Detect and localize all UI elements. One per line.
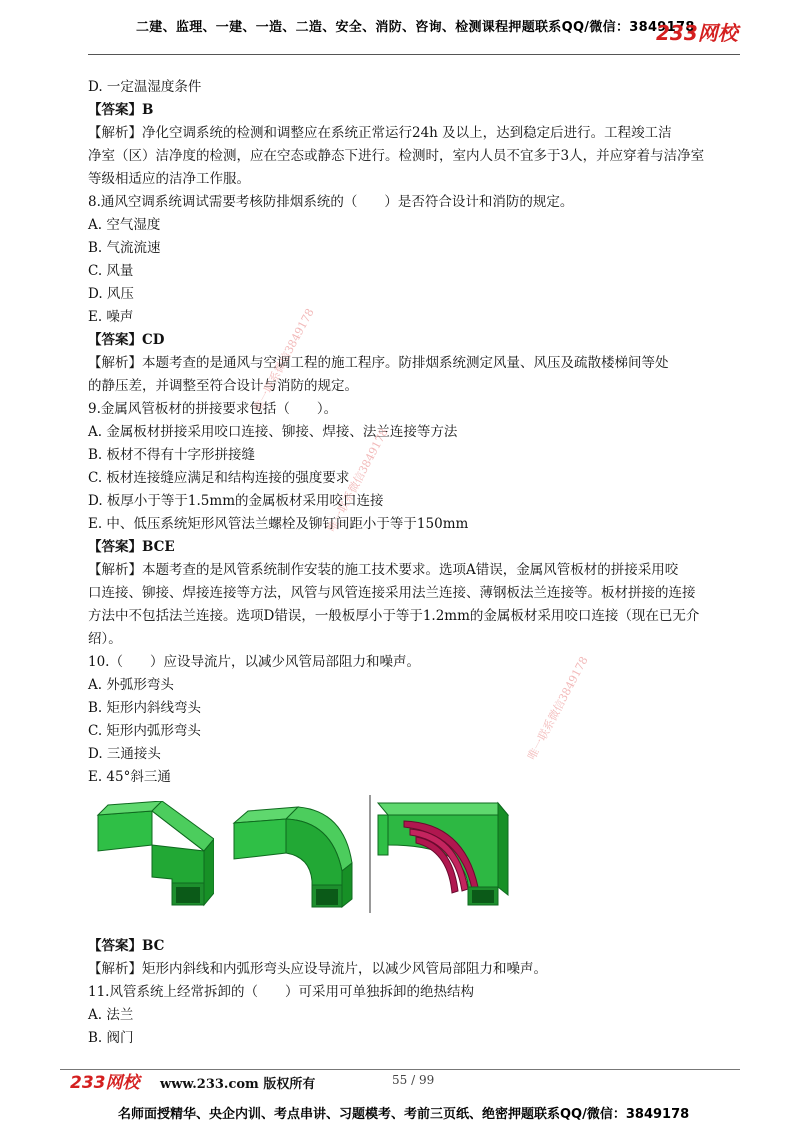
footer-divider <box>60 1069 740 1070</box>
question-line: 8.通风空调系统调试需要考核防排烟系统的（ ）是否符合设计和消防的规定。 <box>88 194 574 210</box>
analysis-line: 【解析】净化空调系统的检测和调整应在系统正常运行24h 及以上，达到稳定后进行。工程竣工洁 <box>88 125 672 141</box>
analysis-line: 【解析】矩形内斜线和内弧形弯头应设导流片，以减少风管局部阻力和噪声。 <box>88 961 547 977</box>
answer-line: 【答案】CD <box>88 332 165 348</box>
analysis-line: 净室（区）洁净度的检测，应在空态或静态下进行。检测时，室内人员不宜多于3人，并应穿着与洁净室 <box>88 148 705 164</box>
option-line: A. 空气湿度 <box>88 217 161 233</box>
answer-line: 【答案】BC <box>88 938 165 954</box>
svg-text:233网校: 233网校 <box>656 21 738 45</box>
option-line: A. 外弧形弯头 <box>88 677 174 693</box>
footer-copyright: www.233.com 版权所有 <box>160 1077 316 1092</box>
analysis-line: 【解析】本题考查的是通风与空调工程的施工程序。防排烟系统测定风量、风压及疏散楼梯间等处 <box>88 355 669 371</box>
question-line: 9.金属风管板材的拼接要求包括（ ）。 <box>88 401 338 417</box>
option-line: D. 风压 <box>88 286 134 302</box>
option-line: E. 45°斜三通 <box>88 769 171 785</box>
answer-line: 【答案】B <box>88 102 154 118</box>
answer-line: 【答案】BCE <box>88 539 175 555</box>
option-line: B. 矩形内斜线弯头 <box>88 700 202 716</box>
analysis-line: 【解析】本题考查的是风管系统制作安装的施工技术要求。选项A错误，金属风管板材的拼接采用咬 <box>88 562 679 578</box>
watermark: 唯一联系微信3849178 <box>525 654 591 763</box>
option-line: B. 气流流速 <box>88 240 161 256</box>
analysis-line: 方法中不包括法兰连接。选项D错误，一般板厚小于等于1.2mm的金属板材采用咬口连接（现在已无介 <box>88 608 700 624</box>
option-line: E. 中、低压系统矩形风管法兰螺栓及铆钉间距小于等于150mm <box>88 516 469 532</box>
document-body <box>88 76 748 1050</box>
footer-contact-text: 名师面授精华、央企内训、考点串讲、习题模考、考前三页纸、绝密押题联系QQ/微信：3849178 <box>118 1107 690 1122</box>
option-line: C. 板材连接缝应满足和结构连接的强度要求 <box>88 470 350 486</box>
233-logo-footer <box>70 1070 150 1092</box>
watermark: 唯一联系微信3849178 <box>251 306 317 415</box>
analysis-line: 绍）。 <box>88 631 122 647</box>
option-line: C. 风量 <box>88 263 134 279</box>
option-line: A. 金属板材拼接采用咬口连接、铆接、焊接、法兰连接等方法 <box>88 424 458 440</box>
option-line: C. 矩形内弧形弯头 <box>88 723 201 739</box>
option-line: A. 法兰 <box>88 1007 134 1023</box>
analysis-line: 口连接、铆接、焊接连接等方法，风管与风管连接采用法兰连接、薄钢板法兰连接等。板材拼接的连接 <box>88 585 696 601</box>
analysis-line: 的静压差，并调整至符合设计与消防的规定。 <box>88 378 358 394</box>
svg-text:233网校: 233网校 <box>70 1073 140 1092</box>
option-line: B. 阀门 <box>88 1030 134 1046</box>
analysis-line: 等级相适应的洁净工作服。 <box>88 171 250 187</box>
header-divider <box>88 54 740 55</box>
duct-elbow-illustrations <box>88 801 748 929</box>
option-line: D. 三通接头 <box>88 746 161 762</box>
option-line: B. 板材不得有十字形拼接缝 <box>88 447 256 463</box>
option-line: D. 板厚小于等于1.5mm的金属板材采用咬口连接 <box>88 493 384 509</box>
233-logo-top <box>656 18 748 48</box>
radius-elbow-image <box>232 801 358 911</box>
mitered-elbow-image <box>96 801 214 909</box>
radius-elbow-guide-vanes-image <box>368 795 516 913</box>
header-contact-text: 二建、监理、一建、一造、二造、安全、消防、咨询、检测课程押题联系QQ/微信：3849178 <box>136 20 695 35</box>
option-line: D. 一定温湿度条件 <box>88 79 202 95</box>
page-number: 55 / 99 <box>392 1073 435 1087</box>
question-line: 11.风管系统上经常拆卸的（ ）可采用可单独拆卸的绝热结构 <box>88 984 474 1000</box>
option-line: E. 噪声 <box>88 309 134 325</box>
question-line: 10.（ ）应设导流片，以减少风管局部阻力和噪声。 <box>88 654 420 670</box>
watermark: 唯一联系微信3849178 <box>325 426 391 535</box>
